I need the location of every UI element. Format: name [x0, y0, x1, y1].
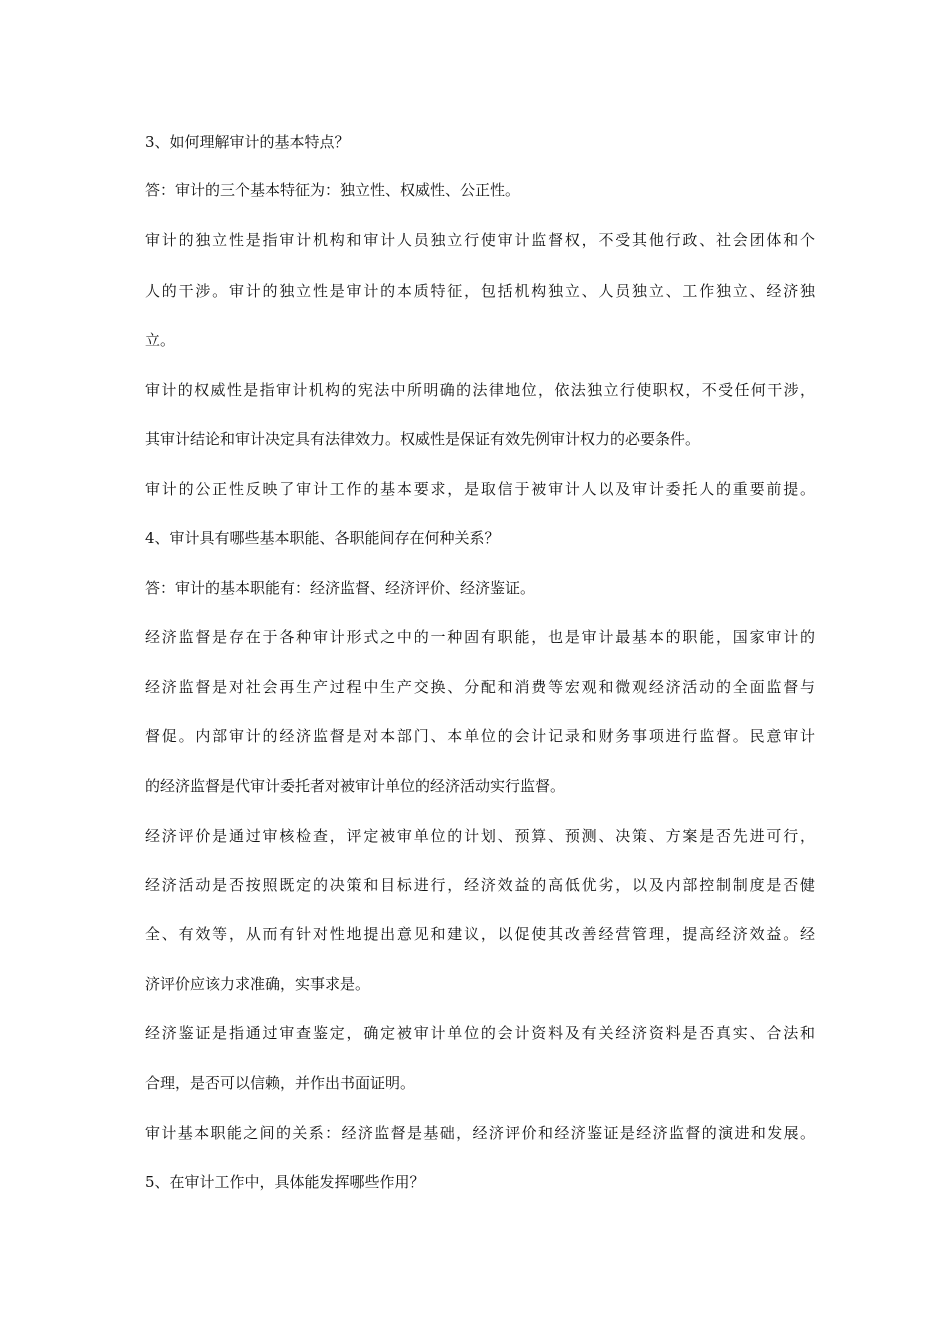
paragraph-line: 经济监督是存在于各种审计形式之中的一种固有职能，也是审计最基本的职能，国家审计的 [145, 628, 815, 646]
paragraph-line: 其审计结论和审计决定具有法律效力。权威性是保证有效先例审计权力的必要条件。 [145, 430, 701, 448]
paragraph-line: 审计的权威性是指审计机构的宪法中所明确的法律地位，依法独立行使职权，不受任何干涉， [145, 381, 815, 399]
paragraph-line: 督促。内部审计的经济监督是对本部门、本单位的会计记录和财务事项进行监督。民意审计 [145, 727, 815, 745]
question-5-heading: 5、在审计工作中，具体能发挥哪些作用？ [145, 1173, 425, 1191]
paragraph-line: 人的干涉。审计的独立性是审计的本质特征，包括机构独立、人员独立、工作独立、经济独 [145, 282, 815, 300]
paragraph-line: 经济监督是对社会再生产过程中生产交换、分配和消费等宏观和微观经济活动的全面监督与 [145, 678, 815, 696]
paragraph-line: 经济评价是通过审核检查，评定被审单位的计划、预算、预测、决策、方案是否先进可行， [145, 827, 815, 845]
answer-3-intro: 答：审计的三个基本特征为：独立性、权威性、公正性。 [145, 181, 521, 199]
paragraph-line: 经济鉴证是指通过审查鉴定，确定被审计单位的会计资料及有关经济资料是否真实、合法和 [145, 1024, 815, 1042]
paragraph-line: 审计基本职能之间的关系：经济监督是基础，经济评价和经济鉴证是经济监督的演进和发展。 [145, 1124, 815, 1142]
paragraph-line: 经济活动是否按照既定的决策和目标进行，经济效益的高低优劣，以及内部控制制度是否健 [145, 876, 815, 894]
paragraph-line: 济评价应该力求准确，实事求是。 [145, 975, 371, 993]
answer-4-intro: 答：审计的基本职能有：经济监督、经济评价、经济鉴证。 [145, 579, 536, 597]
paragraph-line: 审计的公正性反映了审计工作的基本要求，是取信于被审计人以及审计委托人的重要前提。 [145, 480, 815, 498]
question-3-heading: 3、如何理解审计的基本特点？ [145, 133, 350, 151]
paragraph-line: 合理，是否可以信赖，并作出书面证明。 [145, 1074, 416, 1092]
paragraph-line: 审计的独立性是指审计机构和审计人员独立行使审计监督权，不受其他行政、社会团体和个 [145, 231, 815, 249]
paragraph-line: 全、有效等，从而有针对性地提出意见和建议，以促使其改善经营管理，提高经济效益。经 [145, 925, 815, 943]
paragraph-line: 的经济监督是代审计委托者对被审计单位的经济活动实行监督。 [145, 777, 566, 795]
paragraph-line: 立。 [145, 331, 176, 349]
question-4-heading: 4、审计具有哪些基本职能、各职能间存在何种关系？ [145, 529, 500, 547]
